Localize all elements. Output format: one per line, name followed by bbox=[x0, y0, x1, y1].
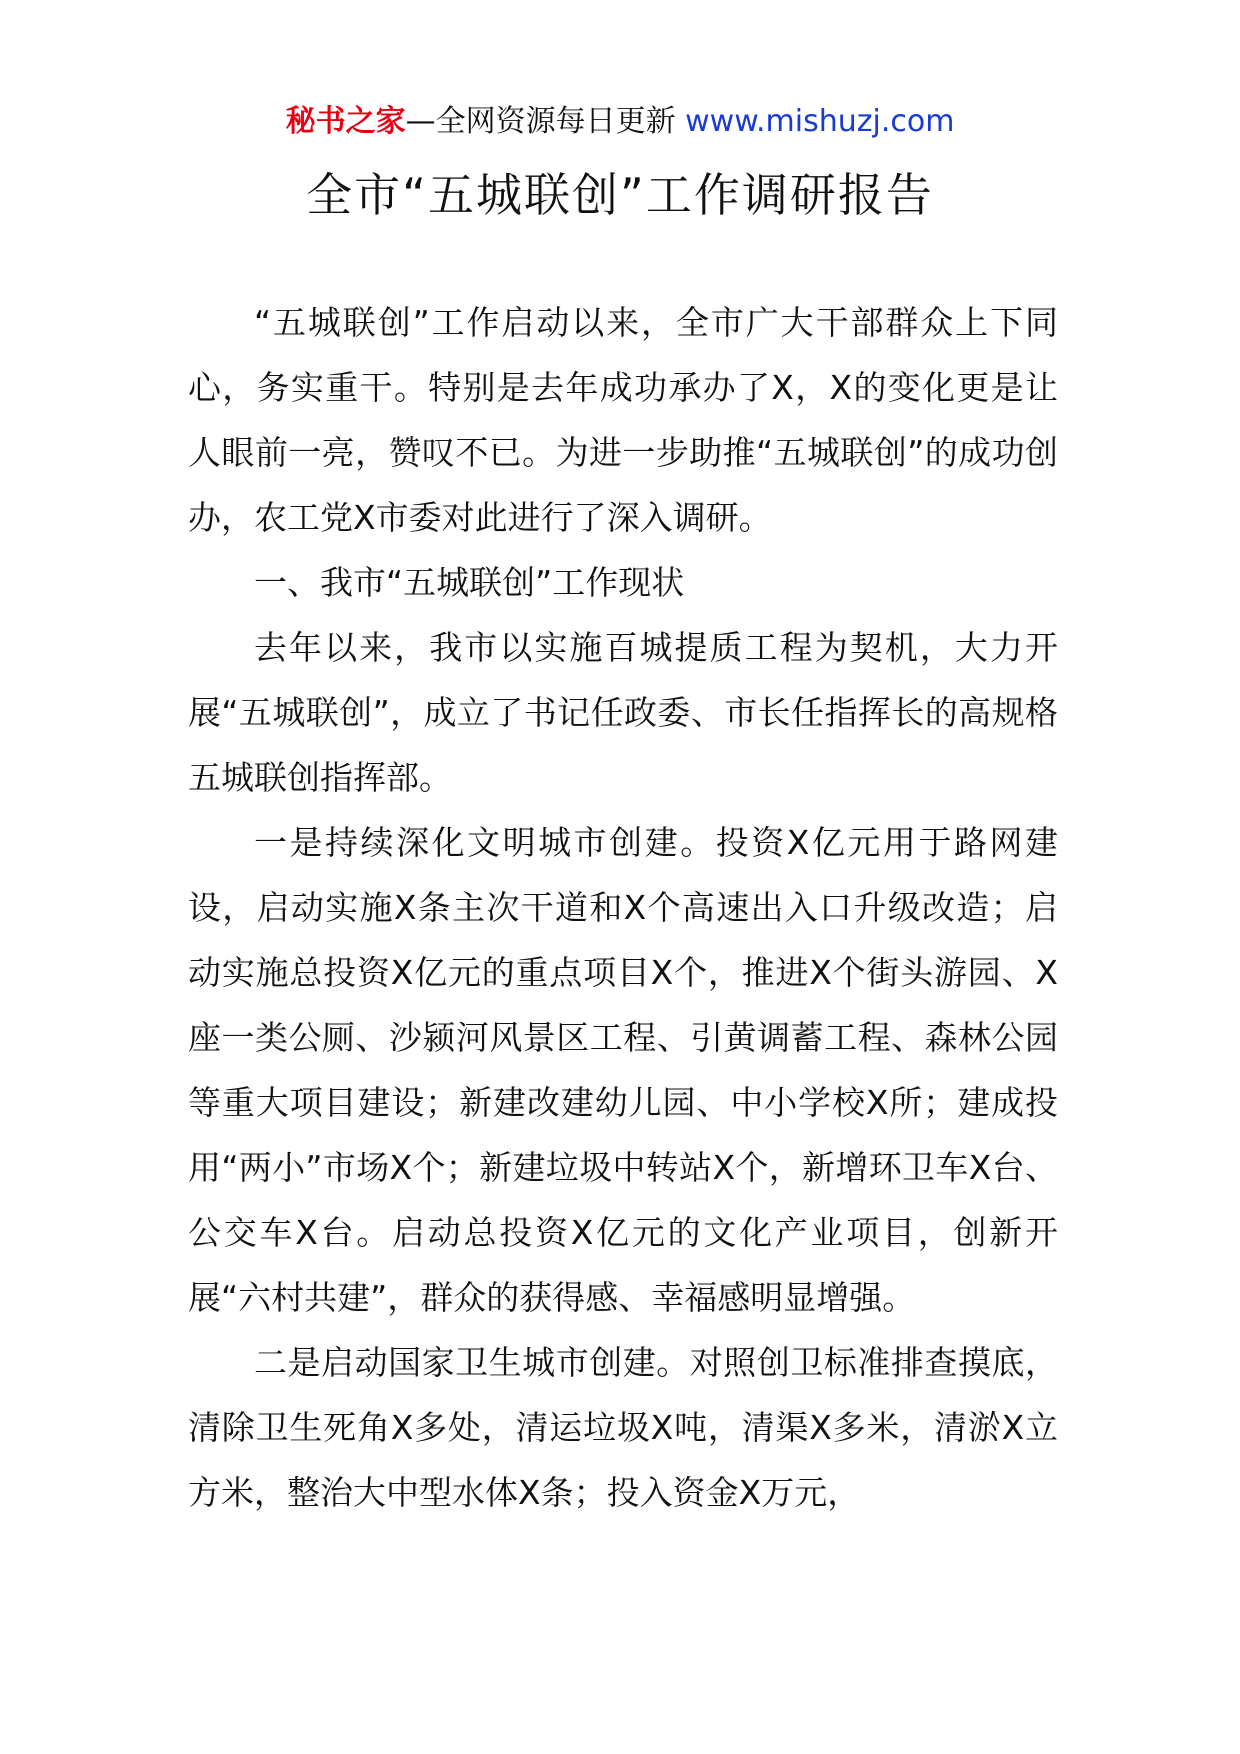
site-url-link[interactable]: www.mishuzj.com bbox=[685, 104, 955, 139]
civilized-city-paragraph: 一是持续深化文明城市创建。投资X亿元用于路网建设，启动实施X条主次干道和X个高速出入口升级改造；启动实施总投资X亿元的重点项目X个，推进X个街头游园、X座一类公厕、沙颍河风景区工程、引黄调蓄工程、森林公园等重大项目建设；新建改建幼儿园、中小学校X所；建成投用“两小”市场X个；新建垃圾中转站X个，新增环卫车X台、公交车X台。启动总投资X亿元的文化产业项目，创新开展“六村共建”，群众的获得感、幸福感明显增强。 bbox=[188, 823, 1058, 1317]
site-header bbox=[0, 100, 1240, 144]
overview-paragraph: 去年以来，我市以实施百城提质工程为契机，大力开展“五城联创”，成立了书记任政委、市长任指挥长的高规格五城联创指挥部。 bbox=[188, 628, 1058, 797]
header-tagline: —全网资源每日更新 bbox=[405, 104, 676, 139]
page-title: 全市“五城联创”工作调研报告 bbox=[306, 168, 934, 222]
section-heading: 一、我市“五城联创”工作现状 bbox=[254, 563, 685, 602]
sanitation-city-paragraph: 二是启动国家卫生城市创建。对照创卫标准排查摸底，清除卫生死角X多处，清运垃圾X吨，清渠X多米，清淤X立方米，整治大中型水体X条；投入资金X万元， bbox=[188, 1343, 1058, 1512]
intro-paragraph: “五城联创”工作启动以来，全市广大干部群众上下同心，务实重干。特别是去年成功承办了X，X的变化更是让人眼前一亮，赞叹不已。为进一步助推“五城联创”的成功创办，农工党X市委对此进行了深入调研。 bbox=[188, 303, 1058, 537]
brand-name: 秘书之家 bbox=[285, 104, 406, 139]
document-body bbox=[188, 290, 1058, 1525]
